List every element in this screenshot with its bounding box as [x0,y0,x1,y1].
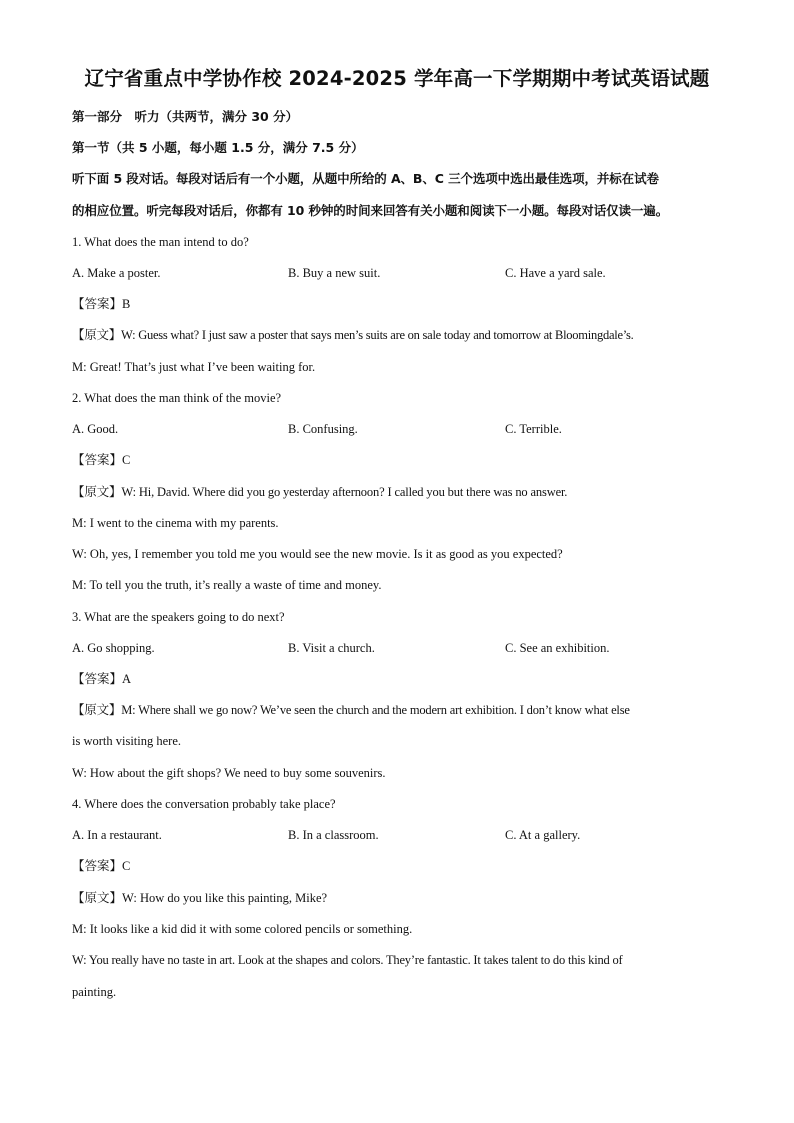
options-row [72,263,724,283]
answer-line [72,669,724,689]
option-c: C. Have a yard sale. [505,266,606,280]
transcript-line [72,482,724,502]
option-b: B. Buy a new suit. [288,266,381,280]
option-a: A. In a restaurant. [72,828,162,842]
transcript-line: W: You really have no taste in art. Look at the shapes and colors. They’re fantastic. It takes talent to do this kind of [72,953,623,967]
question-stem: 1. What does the man intend to do? [72,235,249,249]
answer-value: B [122,297,131,311]
transcript-label: 【原文】 [72,327,122,342]
transcript-label: 【原文】 [72,484,122,499]
transcript-line: M: To tell you the truth, it’s really a waste of time and money. [72,578,382,592]
transcript-line: M: It looks like a kid did it with some colored pencils or something. [72,922,413,936]
instructions-line-1: 听下面 5 段对话。每段对话后有一个小题，从题中所给的 A、B、C 三个选项中选出最佳选项，并标在试卷 [72,171,659,186]
instructions-line-2: 的相应位置。听完每段对话后，你都有 10 秒钟的时间来回答有关小题和阅读下一小题。每段对话仅读一遍。 [72,203,669,218]
option-b: B. In a classroom. [288,828,379,842]
transcript-text: W: How do you like this painting, Mike? [122,891,328,905]
question-stem: 3. What are the speakers going to do next? [72,610,285,624]
answer-value: C [122,453,131,467]
options-row [72,419,724,439]
answer-value: A [122,672,132,686]
transcript-line: painting. [72,985,117,999]
question-stem: 2. What does the man think of the movie? [72,391,282,405]
transcript-text: M: Where shall we go now? We’ve seen the church and the modern art exhibition. I don’t know what else [121,703,630,717]
transcript-line: M: I went to the cinema with my parents. [72,516,279,530]
option-a: A. Good. [72,422,119,436]
option-c: C. Terrible. [505,422,562,436]
option-a: A. Make a poster. [72,266,161,280]
answer-line [72,856,724,876]
section-heading: 第一节（共 5 小题，每小题 1.5 分，满分 7.5 分） [72,140,364,155]
answer-label: 【答案】 [72,671,123,686]
answer-label: 【答案】 [72,296,123,311]
transcript-line [72,700,724,720]
answer-line [72,450,724,470]
transcript-line [72,888,724,908]
option-b: B. Visit a church. [288,641,375,655]
transcript-line: M: Great! That’s just what I’ve been waiting for. [72,360,316,374]
options-row [72,638,724,658]
options-row [72,825,724,845]
transcript-text: W: Hi, David. Where did you go yesterday afternoon? I called you but there was no answer. [121,485,568,499]
transcript-line: is worth visiting here. [72,734,182,748]
answer-label: 【答案】 [72,858,123,873]
page-title: 辽宁省重点中学协作校 2024-2025 学年高一下学期期中考试英语试题 [84,67,710,90]
part-heading: 第一部分 听力（共两节，满分 30 分） [72,109,299,124]
option-b: B. Confusing. [288,422,358,436]
transcript-line: W: How about the gift shops? We need to buy some souvenirs. [72,766,386,780]
option-a: A. Go shopping. [72,641,155,655]
answer-line [72,294,724,314]
option-c: C. At a gallery. [505,828,581,842]
answer-value: C [122,859,131,873]
option-c: C. See an exhibition. [505,641,610,655]
question-stem: 4. Where does the conversation probably take place? [72,797,336,811]
transcript-line: W: Oh, yes, I remember you told me you would see the new movie. Is it as good as you expected? [72,547,563,561]
answer-label: 【答案】 [72,452,123,467]
transcript-label: 【原文】 [72,890,123,905]
transcript-line [72,325,724,345]
transcript-label: 【原文】 [72,702,122,717]
transcript-text: W: Guess what? I just saw a poster that says men’s suits are on sale today and tomorrow at Bloomingdale’s. [121,328,634,342]
